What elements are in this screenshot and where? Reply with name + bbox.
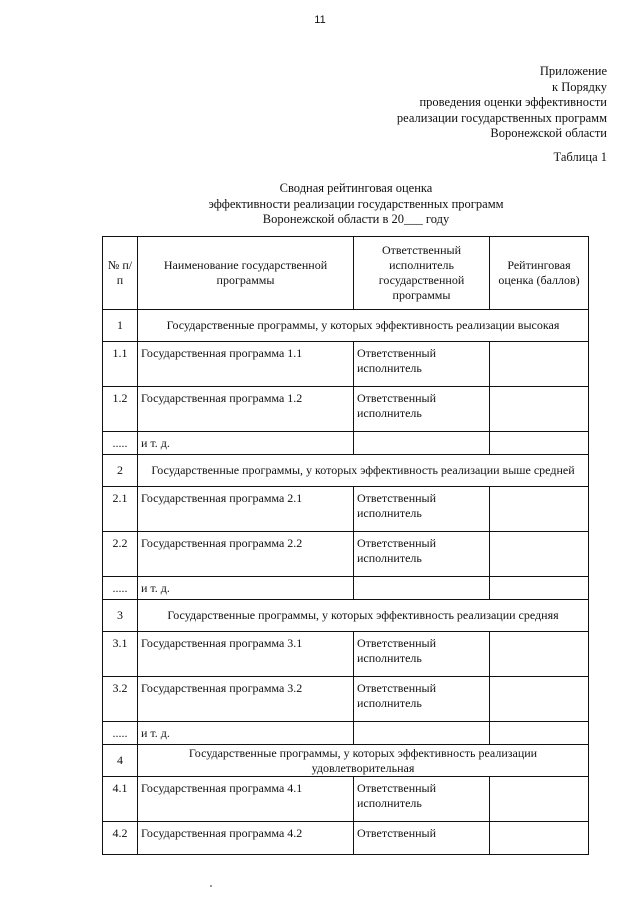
rating-cell <box>490 722 589 745</box>
etc-text: и т. д. <box>138 432 354 455</box>
program-name: Государственная программа 1.1 <box>138 342 354 387</box>
table-row <box>103 532 589 577</box>
rating-cell <box>490 432 589 455</box>
group-number: 1 <box>103 310 138 342</box>
appendix-block <box>307 64 607 142</box>
program-name: Государственная программа 4.1 <box>138 777 354 822</box>
rating-cell <box>490 387 589 432</box>
executor-cell: Ответственный исполнитель <box>354 777 490 822</box>
appendix-line: Приложение <box>539 64 607 78</box>
table-row <box>103 677 589 722</box>
group-title: Государственные программы, у которых эффективность реализации удовлетворительная <box>138 745 589 777</box>
rating-cell <box>490 342 589 387</box>
header-num: № п/п <box>103 237 138 310</box>
program-name: Государственная программа 1.2 <box>138 387 354 432</box>
scan-speck <box>210 885 212 887</box>
table-row <box>103 777 589 822</box>
program-name: Государственная программа 3.1 <box>138 632 354 677</box>
title-line: Воронежской области в 20___ году <box>262 212 450 226</box>
table-row <box>103 822 589 855</box>
row-number: 4.2 <box>103 822 138 855</box>
etc-number: ..... <box>103 577 138 600</box>
executor-cell: Ответственный исполнитель <box>354 632 490 677</box>
rating-cell <box>490 632 589 677</box>
row-number: 1.1 <box>103 342 138 387</box>
program-name: Государственная программа 4.2 <box>138 822 354 855</box>
table-label: Таблица 1 <box>553 150 607 164</box>
group-title: Государственные программы, у которых эффективность реализации высокая <box>138 310 589 342</box>
etc-text: и т. д. <box>138 577 354 600</box>
program-name: Государственная программа 2.1 <box>138 487 354 532</box>
rating-cell <box>490 577 589 600</box>
rating-cell <box>490 777 589 822</box>
table-row <box>103 487 589 532</box>
title-line: Сводная рейтинговая оценка <box>279 181 433 195</box>
etc-number: ..... <box>103 432 138 455</box>
group-row <box>103 455 589 487</box>
appendix-line: Воронежской области <box>490 126 607 140</box>
executor-cell: Ответственный <box>354 822 490 855</box>
table-row <box>103 387 589 432</box>
appendix-line: проведения оценки эффективности <box>419 95 607 109</box>
appendix-line: к Порядку <box>552 79 607 94</box>
row-number: 4.1 <box>103 777 138 822</box>
program-name: Государственная программа 2.2 <box>138 532 354 577</box>
rating-cell <box>490 822 589 855</box>
group-row <box>103 600 589 632</box>
row-number: 3.2 <box>103 677 138 722</box>
document-title <box>136 181 576 228</box>
executor-cell <box>354 577 490 600</box>
group-title: Государственные программы, у которых эффективность реализации средняя <box>138 600 589 632</box>
rating-cell <box>490 532 589 577</box>
header-executor: Ответственный исполнитель государственной программы <box>354 237 490 310</box>
group-row <box>103 310 589 342</box>
header-program-name: Наименование государственной программы <box>138 237 354 310</box>
program-name: Государственная программа 3.2 <box>138 677 354 722</box>
etc-number: ..... <box>103 722 138 745</box>
row-number: 2.1 <box>103 487 138 532</box>
table-header-row <box>103 237 589 310</box>
executor-cell: Ответственный исполнитель <box>354 532 490 577</box>
executor-cell: Ответственный исполнитель <box>354 342 490 387</box>
rating-table <box>102 236 589 855</box>
row-number: 3.1 <box>103 632 138 677</box>
group-number: 3 <box>103 600 138 632</box>
page-number: 11 <box>314 14 326 26</box>
row-number: 1.2 <box>103 387 138 432</box>
executor-cell: Ответственный исполнитель <box>354 387 490 432</box>
table-row <box>103 342 589 387</box>
table-row <box>103 632 589 677</box>
group-number: 2 <box>103 455 138 487</box>
group-number: 4 <box>103 745 138 777</box>
group-title: Государственные программы, у которых эффективность реализации выше средней <box>138 455 589 487</box>
title-line: эффективности реализации государственных программ <box>208 196 504 211</box>
header-rating: Рейтинговая оценка (баллов) <box>490 237 589 310</box>
executor-cell: Ответственный исполнитель <box>354 677 490 722</box>
row-number: 2.2 <box>103 532 138 577</box>
etc-row <box>103 722 589 745</box>
table-body <box>103 310 589 855</box>
executor-cell: Ответственный исполнитель <box>354 487 490 532</box>
rating-cell <box>490 677 589 722</box>
etc-text: и т. д. <box>138 722 354 745</box>
group-row <box>103 745 589 777</box>
executor-cell <box>354 432 490 455</box>
appendix-line: реализации государственных программ <box>396 110 607 125</box>
rating-cell <box>490 487 589 532</box>
etc-row <box>103 577 589 600</box>
etc-row <box>103 432 589 455</box>
executor-cell <box>354 722 490 745</box>
